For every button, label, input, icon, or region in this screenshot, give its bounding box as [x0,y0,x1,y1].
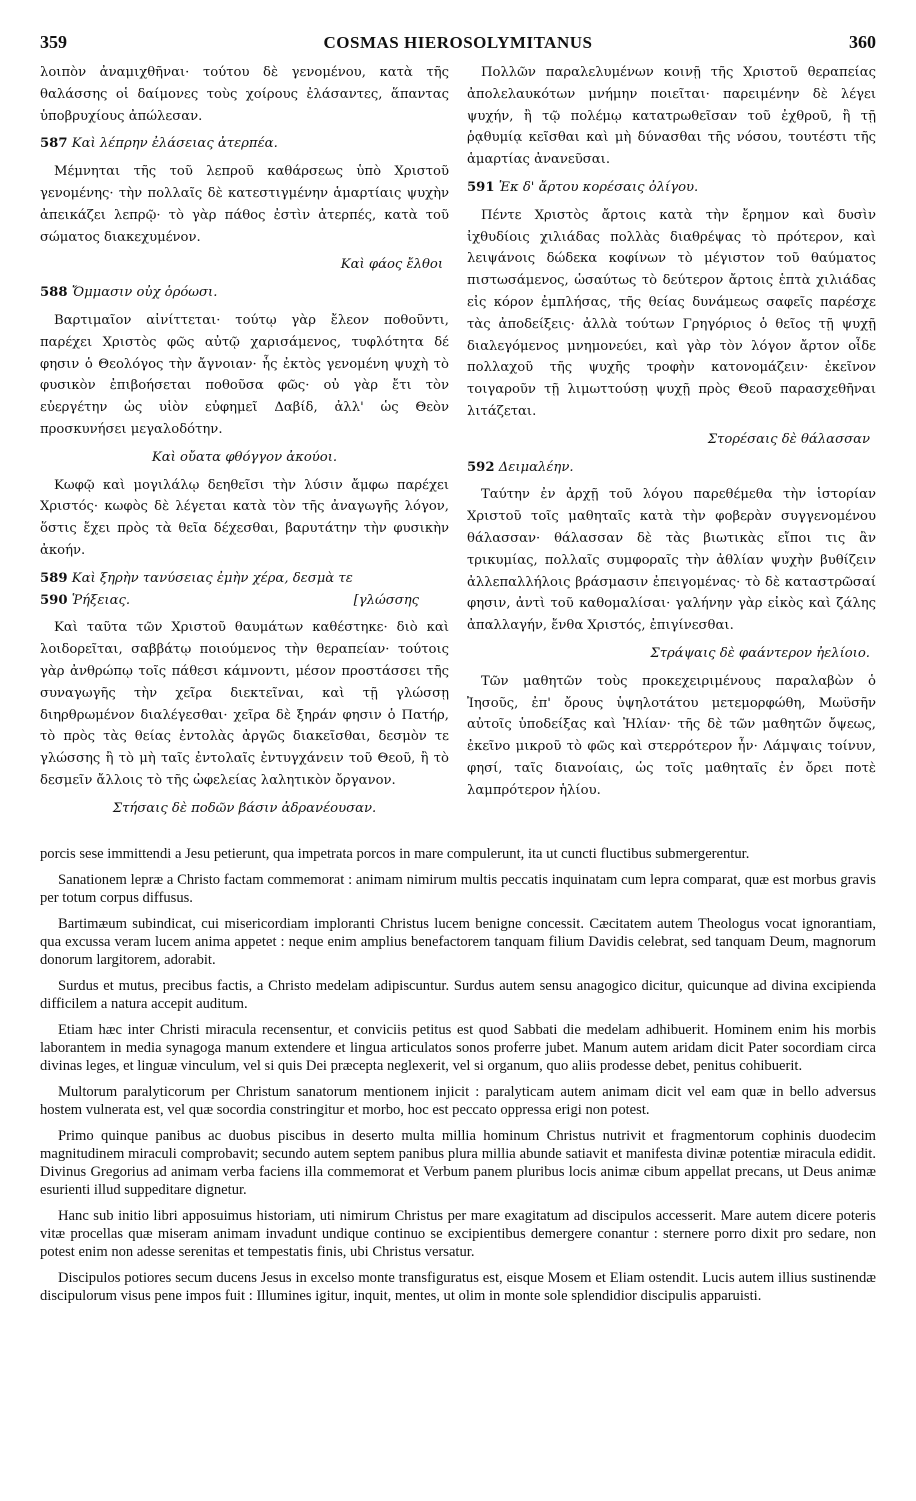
lemma-number: 590 [40,592,68,608]
lemma-text: Ῥήξειας. [71,592,131,608]
greek-paragraph: Πολλῶν παραλελυμένων κοινῇ τῆς Χριστοῦ θεραπείας ἀπολελαυκότων μνήμην ποιεῖται· παρειμένην δὲ λέγει ψυχήν, ἢ τῷ πολέμῳ κατατρωθεῖσαν τοῦ ἐχθροῦ, ἢ τῇ ῥᾳθυμίᾳ κεῖσθαι καὶ μὴ δύνασθαι τῆς νόσου, τουτέστι τῆς ἁμαρτίας ἀνανεῦσαι. [467,65,876,168]
lemma-number: 592 [467,459,495,475]
lemma-text: Καὶ λέπρην ἐλάσειας ἀτερπέα. [71,136,278,152]
lemma-stesais: Στήσαις δὲ ποδῶν βάσιν ἀδρανέουσαν. [112,800,377,816]
lemma-ouata: Καὶ οὔατα φθόγγον ἀκούοι. [151,449,338,465]
lemma-text: Ἐκ δ' ἄρτου κορέσαις ὀλίγου. [498,179,699,195]
latin-paragraph: Etiam hæc inter Christi miracula recensentur, et conviciis petitus est quod Sabbati die medelam adhibuerit. Hominem enim his morbis laborantem in media synagoga manum extendere et lingua articulatos sonos proferre jubet. Manum autem aridam dicit Pater socordiam circa divinas leges, et linguæ vinculum, vel si quis Dei præcepta neglexerit, vel si organum, quo aliis prodesse debet, penitus cohibuerit. [40,1022,876,1074]
running-title: COSMAS HIEROSOLYMITANUS [323,33,593,52]
lemma-continuation: [γλώσσης [353,592,419,608]
lemma-592 [467,457,876,479]
greek-paragraph: Πέντε Χριστὸς ἄρτοις κατὰ τὴν ἔρημον καὶ δυσὶν ἰχθυδίοις χιλιάδας πολλὰς διαθρέψας τὸ πρότερον, καὶ λειψάνοις δώδεκα κοφίνων τὸ μέγιστον τοῦ θαύματος πιστωσάμενος, ὡσαύτως τὸ δεύτερον ἄρτοις ἑπτὰ χιλιάδας εἰς κόρον ἐμπλήσας, τῆς θείας δυνάμεως σαφεῖς παρέσχε τὰς ἀποδείξεις· ἀλλὰ τούτων Γρηγόριος ὁ θεῖος τῇ ψυχῇ διαλεγόμενος μνημονεύει, καὶ γὰρ τὸν λόγον ἄρτον οἶδε πολλαχοῦ τῆς ψυχῆς τροφὴν κατονομάζειν· ἐκεῖνον τοιγαροῦν τῇ λιμωττούσῃ ψυχῇ πρὸς Θεοῦ παρασχεθῆναι λιτάζεται. [467,207,876,419]
greek-paragraph: Καὶ ταῦτα τῶν Χριστοῦ θαυμάτων καθέστηκε· διὸ καὶ λοιδορεῖται, σαββάτῳ ποιούμενος τὴν θεραπείαν· τούτοις γὰρ ἀνθρώπῳ τοῖς πάθεσι κάμνοντι, μέσον προστάσσει τῆς συναγωγῆς τὴν χεῖρα διεκτεῖναι, καὶ τῇ γλώσσῃ διηρθρωμένον διαλέγεσθαι· χεῖρα δὲ ξηράν φησιν ὁ Πατήρ, τὸ πρὸς τὰς θείας ἐντολὰς ἀργῶς διακεῖσθαι, δεσμὸν τε γλώσσης ἢ τὸ μὴ ταῖς ἐντολαῖς ἐντυγχάνειν τοῦ Θεοῦ, ἢ τὸ δεσμεῖν ἄλλοις τὸ τῆς ὠφελείας λαλητικὸν ὄργανον. [40,620,449,788]
lemma-588-line1: Καὶ φάος ἔλθοι [340,257,443,273]
latin-paragraph: Sanationem lepræ a Christo factam commemorat : animam nimirum multis peccatis inquinatam cum lepra comparat, quæ est morbus gravis per totum corpus diffusus. [40,872,876,907]
latin-paragraph: Multorum paralyticorum per Christum sanatorum mentionem injicit : paralyticam autem animam dicit vel eam quæ in bello adversus hostem vulnerata est, vel quæ socordia constringitur et morbo, hoc est peccato oppressa erigi non potest. [40,1084,876,1119]
lemma-587 [40,133,449,155]
lemma-number: 587 [40,136,68,152]
lemma-588 [40,282,449,304]
latin-paragraph: Surdus et mutus, precibus factis, a Christo medelam adipiscuntur. Surdus autem sensu anagogico dicitur, quicunque ad divina excipienda difficilem a natura accepit auditum. [40,978,876,1013]
latin-paragraph: Discipulos potiores secum ducens Jesus in excelso monte transfiguratus est, eisque Mosem et Eliam ostendit. Lucis autem illius sustinendæ discipulorum visus pene impos fuit : Illumines igitur, inquit, mentes, ut olim in monte sole splendidior discipulis apparuisti. [40,1269,876,1304]
lemma-text: Καὶ ξηρὴν τανύσειας ἐμὴν χέρα, δεσμὰ τε [71,570,353,586]
greek-paragraph: Ταύτην ἐν ἀρχῇ τοῦ λόγου παρεθέμεθα τὴν ἱστορίαν Χριστοῦ τοῖς μαθηταῖς κατὰ τὴν φοβερὰν συγγενομένου θάλασσαν· θάλασσαν δὲ τὰς βιωτικὰς εἴποι τις ἂν τρικυμίας, πολλαῖς συμφοραῖς τὴν ἀθλίαν ψυχὴν βυθίζειν ἀλλεπαλλήλοις βράσμασιν ἐπειγομένας· τὸ δὲ καταστρῶσαί φησιν, ἀντὶ τοῦ καθομαλίσαι· γαλήνην γὰρ εἰκὸς καὶ ζάλης ἀπαλλαγήν, ἔνθα Χριστός, ἐπιγίνεσθαι. [467,487,876,634]
latin-paragraph: porcis sese immittendi a Jesu petierunt, qua impetrata porcos in mare compulerunt, ita ut cuncti fluctibus submergerentur. [40,846,750,862]
latin-translation [40,846,876,1486]
greek-paragraph: Βαρτιμαῖον αἰνίττεται· τούτῳ γὰρ ἔλεον ποθοῦντι, παρέχει Χριστὸς φῶς αὐτῷ χαρισάμενος, τυφλότητα δέ φησιν ὁ Θεολόγος τὴν ἄγνοιαν· ἧς ἐκτὸς γενομένη ψυχὴ τὸ φυσικὸν ἐπιβοήσεται ποθοῦσα φῶς· οὐ γὰρ ἔτι τὸν εὐεργέτην ὡς υἱὸν εὐφημεῖ Δαβίδ, ἀλλ' ὡς Θεὸν προσκυνήσει μεγαλοδότην. [40,312,449,437]
lemma-591 [467,177,876,199]
lemma-number: 591 [467,179,495,195]
left-column [40,62,449,834]
page-number-right: 360 [848,32,876,52]
page-number-left: 359 [40,32,67,52]
lemma-text: Δειμαλέην. [498,459,574,475]
right-column [467,62,876,834]
lemma-storesais: Στορέσαις δὲ θάλασσαν [707,431,870,447]
lemma-text: Ὄμμασιν οὐχ ὁρόωσι. [71,285,218,301]
lemma-number: 589 [40,570,68,586]
running-header [40,32,876,56]
greek-paragraph: Τῶν μαθητῶν τοὺς προκεχειριμένους παραλαβὼν ὁ Ἰησοῦς, ἐπ' ὄρους ὑψηλοτάτου μετεμορφώθη, Μωϋσῆν αὐτοῖς ὑποδείξας καὶ Ἠλίαν· τῆς δὲ τῶν μαθητῶν ὄψεως, ἐκεῖνο μικροῦ τὸ φῶς καὶ στερρότερον ἦν· Λάμψαις τοίνυν, φησί, ταῖς διανοίαις, ὡς τοῖς μαθηταῖς ἐν ὄρει ποτὲ λαμπρότερον ἡλίου. [467,673,876,798]
lemma-number: 588 [40,285,68,301]
greek-paragraph: λοιπὸν ἀναμιχθῆναι· τούτου δὲ γενομένου, κατὰ τῆς θαλάσσης οἱ δαίμονες τοὺς χοίρους ἐλάσαντες, ἅπαντας ὑποβρυχίους ἀπώλεσαν. [40,65,449,124]
greek-paragraph: Μέμνηται τῆς τοῦ λεπροῦ καθάρσεως ὑπὸ Χριστοῦ γενομένης· τὴν πολλαῖς δὲ κατεστιγμένην ἁμαρτίαις ψυχὴν ἀπεικάζει λεπρῷ· τὸ γὰρ πάθος ἐστὶν ἀτερπές, κατὰ τοῦ σώματος διακεχυμένον. [40,164,449,245]
latin-paragraph: Primo quinque panibus ac duobus piscibus in deserto multa millia hominum Christus nutrivit et fragmentorum cophinis duodecim magnitudinem miraculi comprobavit; secundo autem septem panibus plura millia abunde satiavit et manifesta divinæ potentiæ miracula edidit. Divinus Gregorius ad animam verba faciens illa commemorat et Verbum panem pluribus locis animæ cibum appellat precans, ut Deus animæ esurienti illud suppeditare dignetur. [40,1128,876,1198]
latin-paragraph: Bartimæum subindicat, cui misericordiam imploranti Christus lucem benigne concessit. Cæcitatem autem Theologus vocat ignorantiam, qua excussa veram lucem anima appetet : neque enim amplius benefactorem tanquam filium Davidis celebrat, sed tanquam Deum, magnorum donorum largitorem, adorabit. [40,916,876,968]
lemma-straphais: Στράψαις δὲ φαάντερον ἠελίοιο. [650,645,870,661]
greek-paragraph: Κωφῷ καὶ μογιλάλῳ δεηθεῖσι τὴν λύσιν ἄμφω παρέχει Χριστός· κωφὸς δὲ λέγεται κατὰ τὸν τῆς ἀναγωγῆς λόγον, ὅστις ἔχει πρὸς τὰ θεῖα δέχεσθαι, βαρυτάτην τὴν φυσικὴν ἀκοήν. [40,477,449,558]
greek-columns [40,62,876,834]
lemma-589 [40,568,449,612]
latin-paragraph: Hanc sub initio libri apposuimus historiam, uti nimirum Christus per mare exagitatum ad discipulos accesserit. Mare autem dicere poteris vitæ procellas quæ miseram animam invadunt undique continuo se excipientibus demergere conantur : sternere porro dixit pro sedare, non potest enim non adesse serenitas et tempestatis finis, ubi Christus versatur. [40,1208,876,1260]
